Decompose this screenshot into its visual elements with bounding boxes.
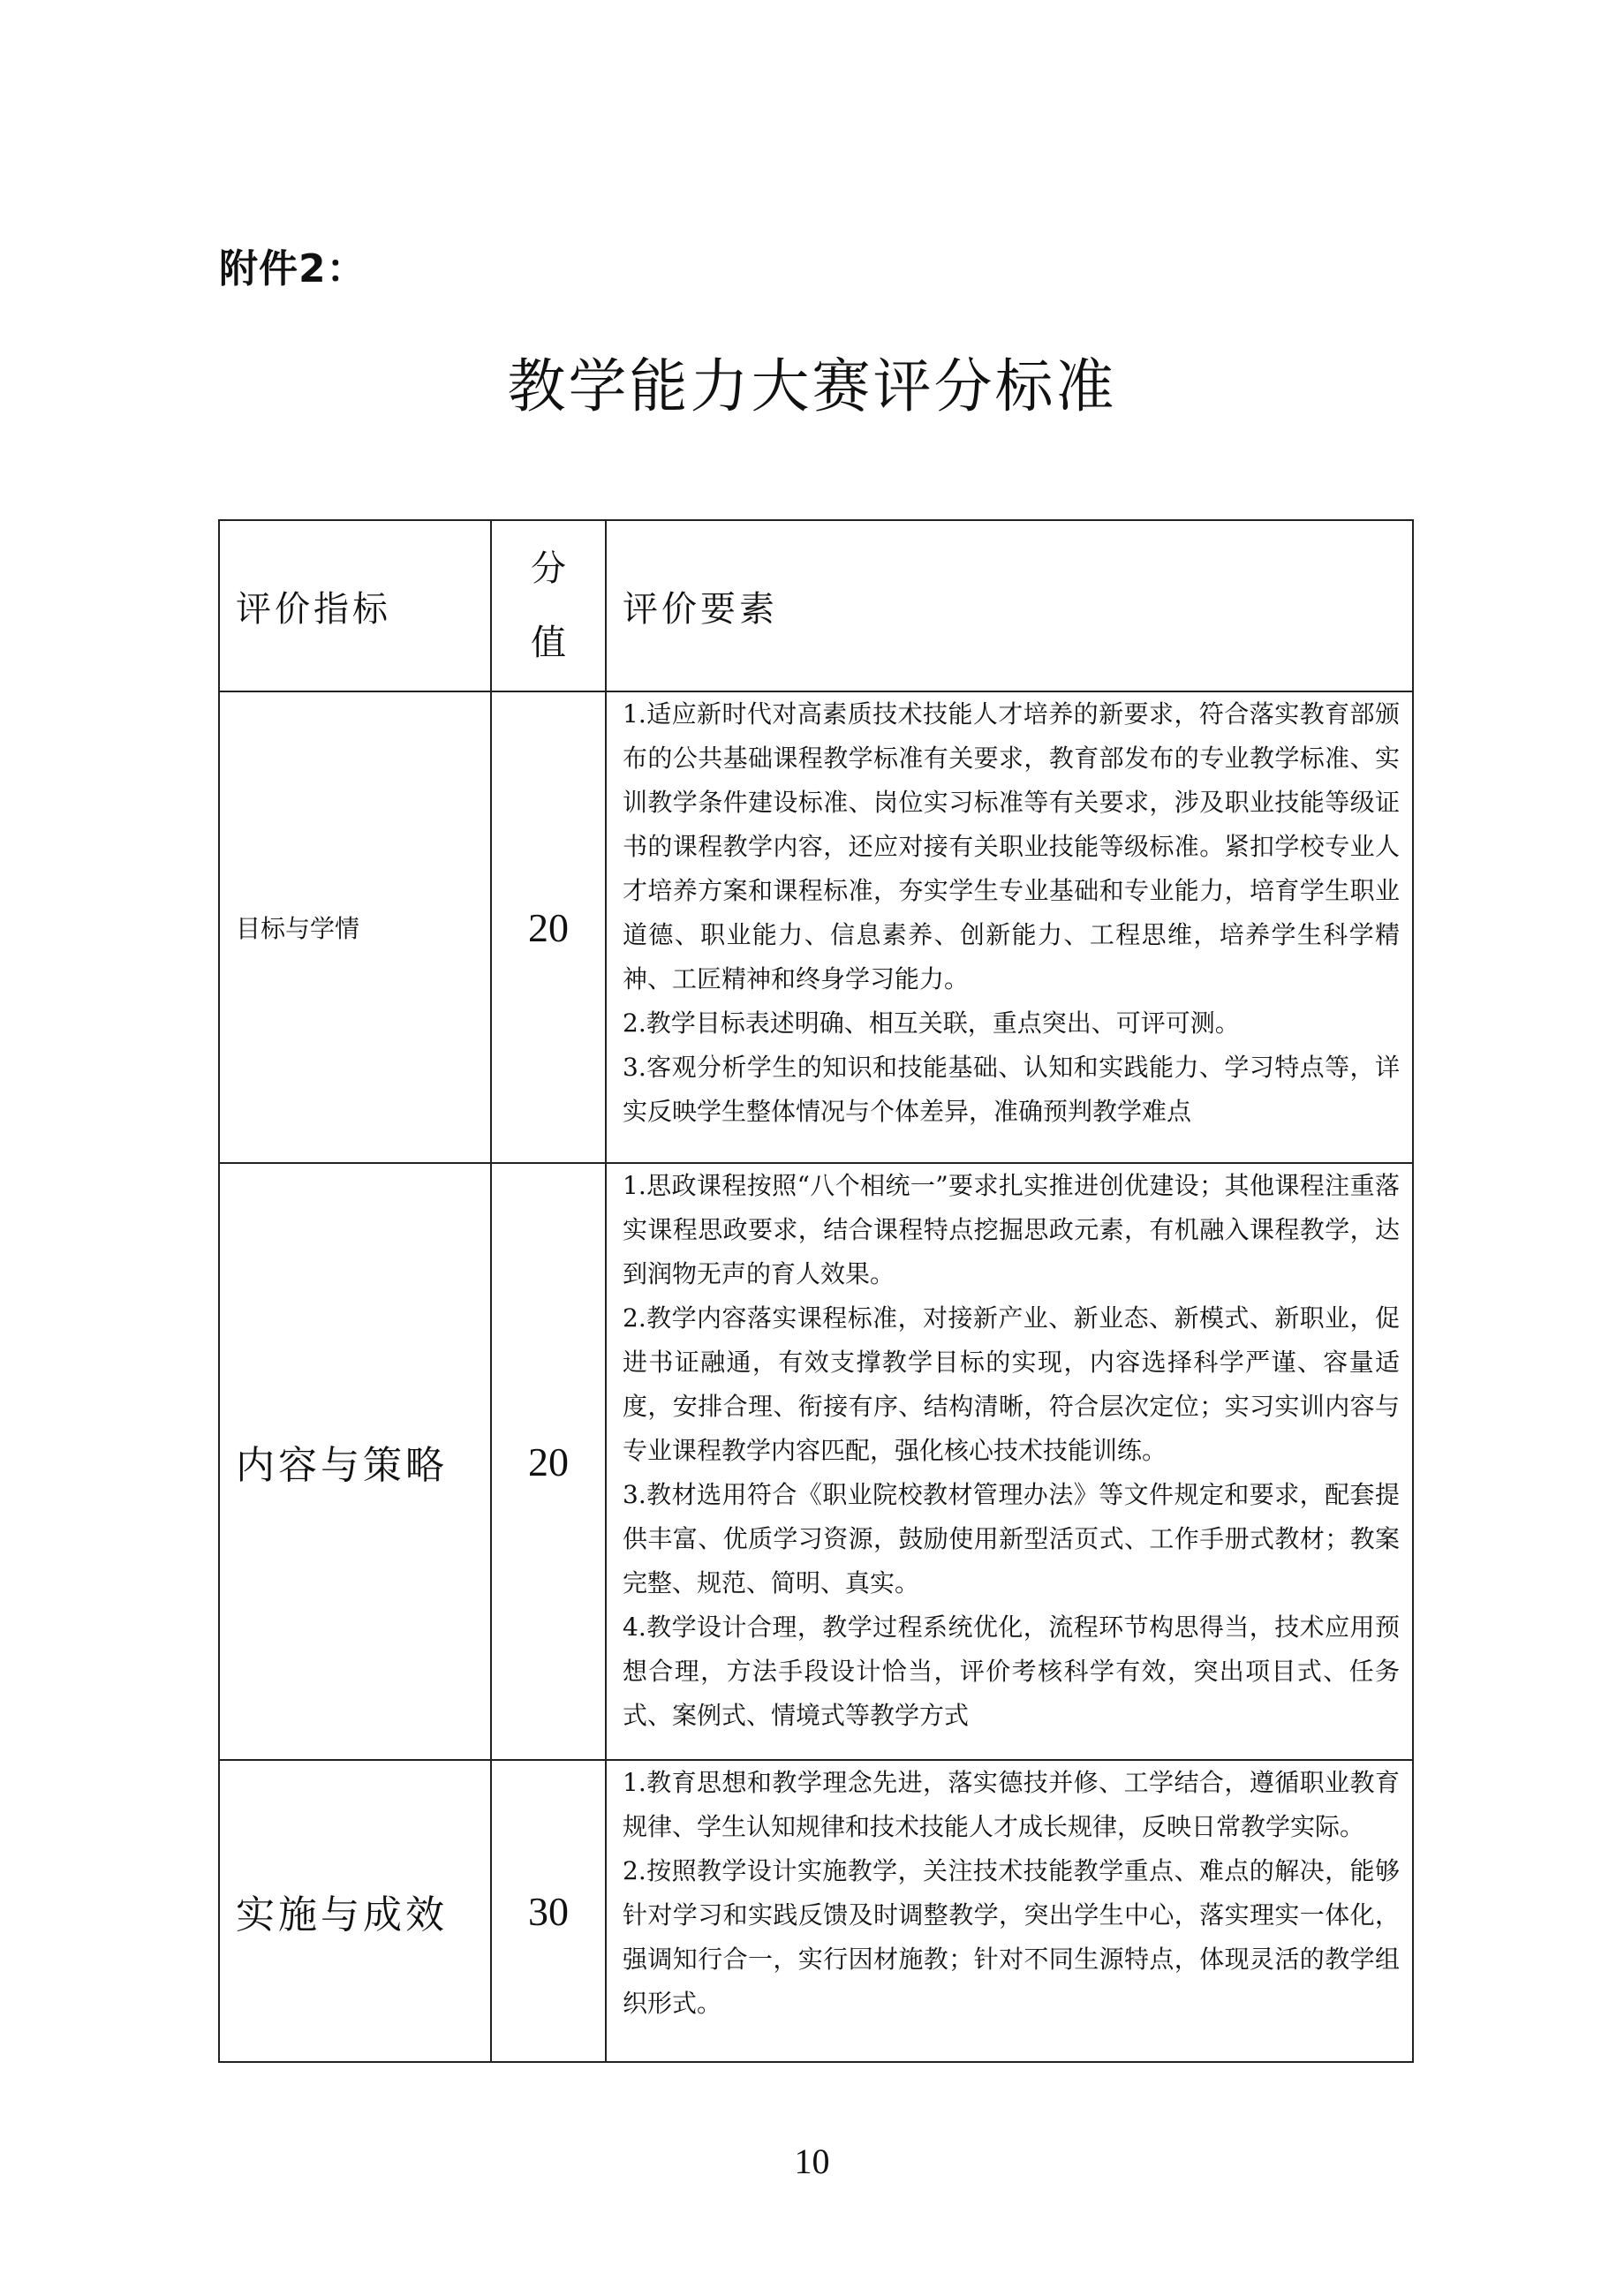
- header-score-line1: 分: [531, 548, 566, 589]
- elements-cell: [606, 691, 1413, 1163]
- table-row: [219, 1760, 1413, 2062]
- element-item: 3.教材选用符合《职业院校教材管理办法》等文件规定和要求，配套提供丰富、优质学习资源，鼓励使用新型活页式、工作手册式教材；教案完整、规范、简明、真实。: [623, 1480, 1400, 1597]
- score-cell: 30: [491, 1760, 606, 2062]
- score-cell: 20: [491, 1163, 606, 1760]
- indicator-cell: 目标与学情: [219, 691, 491, 1163]
- header-elements: 评价要素: [606, 520, 1413, 691]
- table-row: [219, 691, 1413, 1163]
- indicator-cell: 内容与策略: [219, 1163, 491, 1760]
- table-header-row: [219, 520, 1413, 691]
- attachment-label: 附件2：: [219, 246, 366, 291]
- elements-cell: [606, 1163, 1413, 1760]
- element-item: 1.适应新时代对高素质技术技能人才培养的新要求，符合落实教育部颁布的公共基础课程教学标准有关要求，教育部发布的专业教学标准、实训教学条件建设标准、岗位实习标准等有关要求，涉及职业技能等级证书的课程教学内容，还应对接有关职业技能等级标准。紧扣学校专业人才培养方案和课程标准，夯实学生专业基础和专业能力，培育学生职业道德、职业能力、信息素养、创新能力、工程思维，培养学生科学精神、工匠精神和终身学习能力。: [623, 699, 1400, 993]
- table-row: [219, 1163, 1413, 1760]
- element-item: 4.教学设计合理，教学过程系统优化，流程环节构思得当，技术应用预想合理，方法手段设计恰当，评价考核科学有效，突出项目式、任务式、案例式、情境式等教学方式: [623, 1612, 1400, 1730]
- element-item: 2.教学目标表述明确、相互关联，重点突出、可评可测。: [623, 1008, 1240, 1038]
- elements-cell: [606, 1760, 1413, 2062]
- scoring-criteria-table: [218, 519, 1414, 2063]
- header-indicator: 评价指标: [219, 520, 491, 691]
- element-item: 2.教学内容落实课程标准，对接新产业、新业态、新模式、新职业，促进书证融通，有效支撑教学目标的实现，内容选择科学严谨、容量适度，安排合理、衔接有序、结构清晰，符合层次定位；实习实训内容与专业课程教学内容匹配，强化核心技术技能训练。: [623, 1303, 1400, 1465]
- element-item: 1.思政课程按照“八个相统一”要求扎实推进创优建设；其他课程注重落实课程思政要求，结合课程特点挖掘思政元素，有机融入课程教学，达到润物无声的育人效果。: [623, 1171, 1400, 1288]
- element-item: 1.教育思想和教学理念先进，落实德技并修、工学结合，遵循职业教育规律、学生认知规律和技术技能人才成长规律，反映日常教学实际。: [623, 1768, 1400, 1841]
- page-number: 10: [794, 2141, 830, 2181]
- element-item: 2.按照教学设计实施教学，关注技术技能教学重点、难点的解决，能够针对学习和实践反馈及时调整教学，突出学生中心，落实理实一体化，强调知行合一，实行因材施教；针对不同生源特点，体现灵活的教学组织形式。: [623, 1856, 1400, 2018]
- header-score: [491, 520, 606, 691]
- indicator-cell: 实施与成效: [219, 1760, 491, 2062]
- score-cell: 20: [491, 691, 606, 1163]
- element-item: 3.客观分析学生的知识和技能基础、认知和实践能力、学习特点等，详实反映学生整体情况与个体差异，准确预判教学难点: [623, 1053, 1400, 1126]
- header-score-line2: 值: [531, 623, 566, 663]
- document-title: 教学能力大赛评分标准: [507, 352, 1117, 420]
